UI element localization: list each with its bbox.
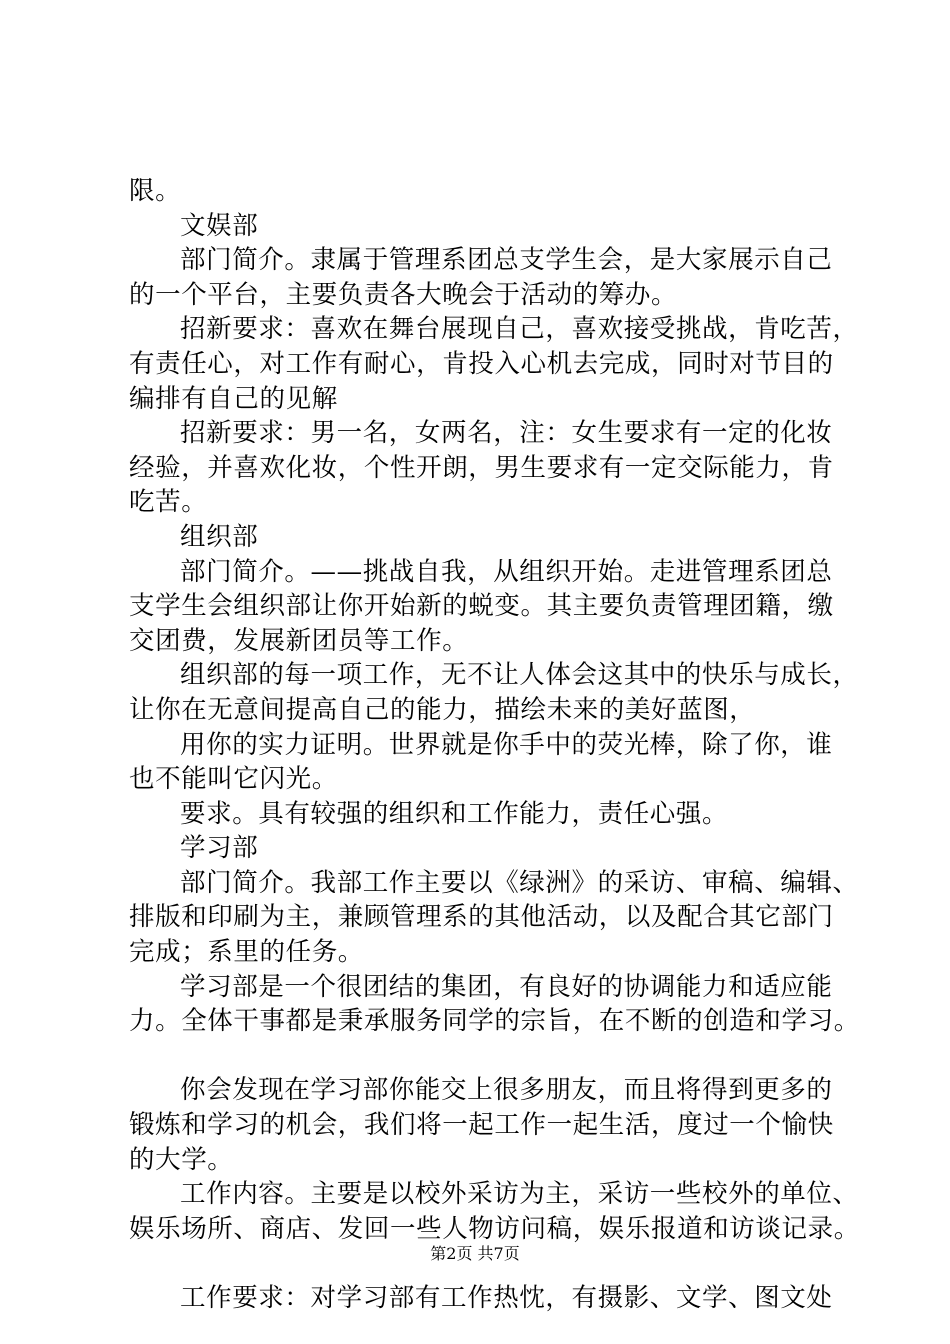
text-line: 完成；系里的任务。 <box>129 937 364 968</box>
text-line: 的一个平台，主要负责各大晚会于活动的筹办。 <box>129 279 678 310</box>
text-line: 要求。具有较强的组织和工作能力，责任心强。 <box>180 798 729 829</box>
text-line: 招新要求：喜欢在舞台展现自己，喜欢接受挑战，肯吃苦， <box>180 314 859 345</box>
page-number: 第2页 共7页 <box>430 1244 520 1263</box>
text-line: 部门简介。我部工作主要以《绿洲》的采访、审稿、编辑、 <box>180 867 859 898</box>
text-line: 排版和印刷为主，兼顾管理系的其他活动，以及配合其它部门 <box>129 902 834 933</box>
text-line: 编排有自己的见解 <box>129 383 338 414</box>
text-line: 经验，并喜欢化妆，个性开朗，男生要求有一定交际能力，肯 <box>129 452 834 483</box>
text-line: 部门简介。——挑战自我，从组织开始。走进管理系团总 <box>180 556 833 587</box>
text-line: 娱乐场所、商店、发回一些人物访问稿，娱乐报道和访谈记录。 <box>129 1213 860 1244</box>
text-line: 的大学。 <box>129 1144 234 1175</box>
text-line: 学习部 <box>180 833 259 864</box>
text-line: 让你在无意间提高自己的能力，描绘未来的美好蓝图， <box>129 694 756 725</box>
text-line: 组织部 <box>180 521 259 552</box>
text-line: 限。 <box>129 176 182 206</box>
text-line: 交团费，发展新团员等工作。 <box>129 625 469 656</box>
document-body <box>129 174 860 1316</box>
text-line: 工作内容。主要是以校外采访为主，采访一些校外的单位、 <box>180 1179 859 1210</box>
text-line: 锻炼和学习的机会，我们将一起工作一起生活，度过一个愉快 <box>129 1110 834 1141</box>
text-line: 也不能叫它闪光。 <box>129 764 338 795</box>
page-footer <box>0 1244 950 1264</box>
text-line: 学习部是一个很团结的集团，有良好的协调能力和适应能 <box>180 971 833 1002</box>
text-line: 你会发现在学习部你能交上很多朋友，而且将得到更多的 <box>180 1075 833 1106</box>
text-line: 部门简介。隶属于管理系团总支学生会，是大家展示自己 <box>180 245 833 276</box>
text-line: 有责任心，对工作有耐心，肯投入心机去完成，同时对节目的 <box>129 348 834 379</box>
text-line: 工作要求：对学习部有工作热忱，有摄影、文学、图文处 <box>180 1283 833 1313</box>
text-line: 招新要求：男一名，女两名，注：女生要求有一定的化妆 <box>180 418 833 449</box>
text-line: 支学生会组织部让你开始新的蜕变。其主要负责管理团籍，缴 <box>129 591 834 622</box>
text-line: 文娱部 <box>180 210 259 241</box>
text-line: 力。全体干事都是秉承服务同学的宗旨，在不断的创造和学习。 <box>129 1006 860 1037</box>
text-line: 用你的实力证明。世界就是你手中的荧光棒，除了你，谁 <box>180 729 833 760</box>
text-line: 组织部的每一项工作，无不让人体会这其中的快乐与成长， <box>180 660 859 691</box>
blank-line <box>129 1039 839 1074</box>
text-line: 吃苦。 <box>129 487 208 518</box>
